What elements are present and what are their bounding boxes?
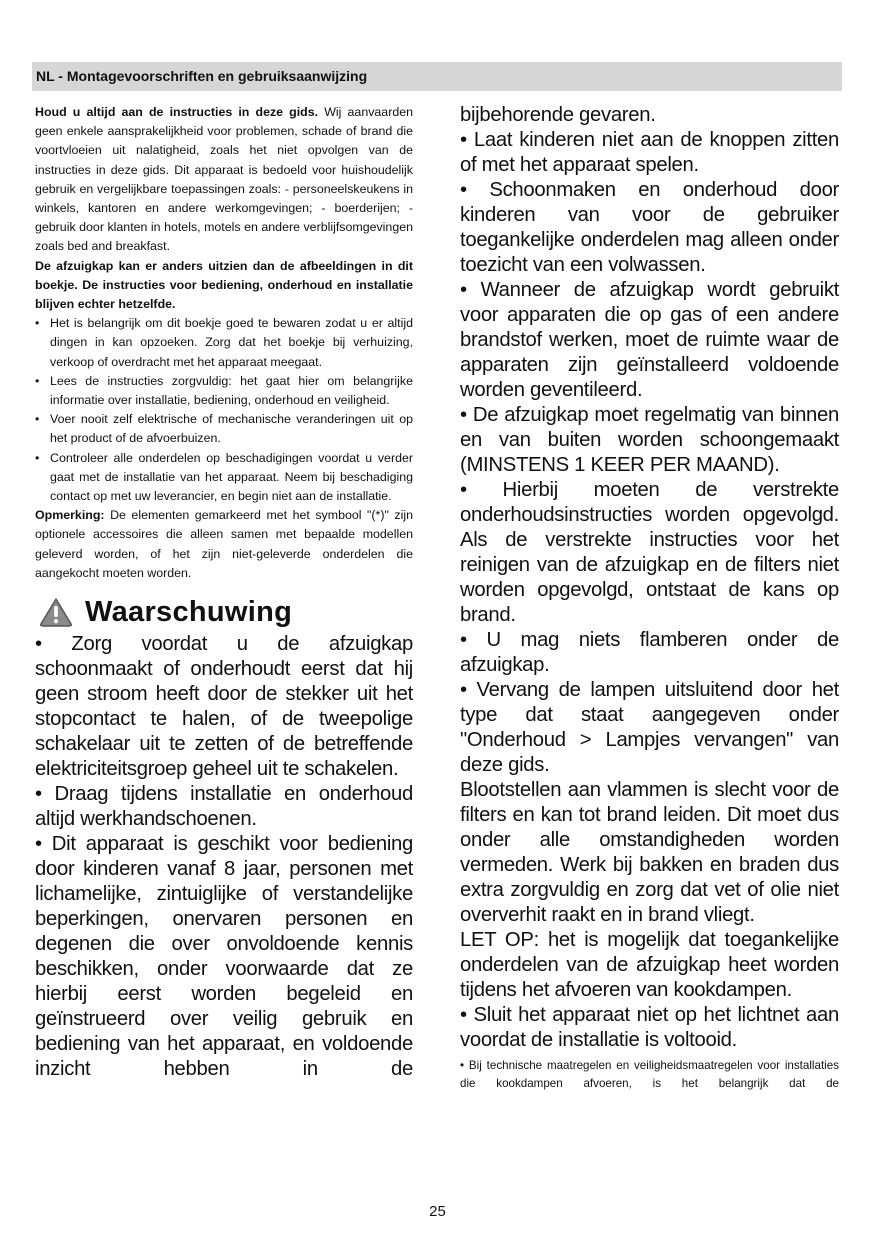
paragraph: LET OP: het is mogelijk dat toegankelijke onderdelen van de afzuigkap heet worden tijdens het afvoeren van kookdampen. — [460, 929, 839, 1001]
right-column — [460, 103, 839, 1093]
left-column — [35, 103, 413, 1082]
intro-text: Wij aanvaarden geen enkele aansprakelijkheid voor problemen, schade of brand die voortvloeien uit nalatigheid, zoals het niet opvolgen van de instructies in deze gids. Dit apparaat is bedoeld voor huishoudelijk gebruik en vergelijkbare toepassingen zoals: - personeelskeukens in winkels, kantoren en andere werkomgevingen; - boerderijen; - gebruik door klanten in hotels, motels en andere verblijfsomgevingen zoals bed and breakfast. — [35, 105, 413, 254]
section-header-bar — [32, 62, 842, 91]
remark-text: De elementen gemarkeerd met het symbool "(*)" zijn optionele accessoires die alleen samen met bepaalde modellen geleverd worden, of het zijn niet-geleverde onderdelen die aangekocht moeten worden. — [35, 508, 413, 580]
warning-paragraph-2: • Draag tijdens installatie en onderhoud altijd werkhandschoenen. — [35, 783, 413, 831]
list-item: • Voer nooit zelf elektrische of mechanische veranderingen uit op het product of de afvoerbuizen. — [35, 410, 413, 448]
paragraph: • Vervang de lampen uitsluitend door het type dat staat aangegeven onder "Onderhoud > Lampjes vervangen" van deze gids. — [460, 679, 839, 776]
warning-paragraph-3: • Dit apparaat is geschikt voor bediening door kinderen vanaf 8 jaar, personen met lichamelijke, zintuiglijke of verstandelijke beperkingen, onervaren personen en degenen die over onvoldoende kennis beschikken, onder voorwaarde dat ze hierbij eerst worden begeleid en geïnstrueerd over veilig gebruik en bediening van het apparaat, en voldoende inzicht hebben in de — [35, 833, 413, 1081]
paragraph: • U mag niets flamberen onder de afzuigkap. — [460, 629, 839, 676]
remark-paragraph — [35, 506, 413, 583]
intro-paragraph — [35, 103, 413, 257]
paragraph: • Sluit het apparaat niet op het lichtnet aan voordat de installatie is voltooid. — [460, 1004, 839, 1051]
warning-heading — [35, 592, 413, 632]
paragraph: • Laat kinderen niet aan de knoppen zitten of met het apparaat spelen. — [460, 129, 839, 176]
safety-bullet-list — [35, 314, 413, 506]
list-item: • Lees de instructies zorgvuldig: het gaat hier om belangrijke informatie over installatie, bediening, onderhoud en veiligheid. — [35, 372, 413, 410]
paragraph: bijbehorende gevaren. — [460, 104, 656, 126]
paragraph: • Hierbij moeten de verstrekte onderhoudsinstructies worden opgevolgd. Als de verstrekte instructies voor het reinigen van de afzuigkap en de filters niet worden opgevolgd, ontstaat de kans op brand. — [460, 479, 839, 626]
technical-measures-note: • Bij technische maatregelen en veiligheidsmaatregelen voor installaties die kookdampen afvoeren, is het belangrijk dat de — [460, 1059, 839, 1090]
remark-label: Opmerking: — [35, 508, 105, 523]
paragraph: • Schoonmaken en onderhoud door kinderen van voor de gebruiker toegankelijke onderdelen mag alleen onder toezicht van een volwassen. — [460, 179, 839, 276]
paragraph: Blootstellen aan vlammen is slecht voor de filters en kan tot brand leiden. Dit moet dus onder alle omstandigheden worden vermeden. Werk bij bakken en braden dus extra zorgvuldig en zorg dat vet of olie niet oververhit raakt en in brand vliegt. — [460, 779, 839, 926]
warning-paragraph-1: • Zorg voordat u de afzuigkap schoonmaakt of onderhoudt eerst dat hij geen stroom heeft door de stekker uit het stopcontact te halen, of de tweepolige schakelaar uit te zetten of de betreffende elektriciteitsgroep geheel uit te schakelen. — [35, 633, 413, 781]
list-item: • Het is belangrijk om dit boekje goed te bewaren zodat u er altijd dingen in kan opzoeken. Zorg dat het boekje bij verhuizing, verkoop of overdracht met het apparaat meegaat. — [35, 314, 413, 372]
list-item: • Controleer alle onderdelen op beschadigingen voordat u verder gaat met de installatie van het apparaat. Neem bij beschadiging contact op met uw leverancier, en begin niet aan de installatie. — [35, 449, 413, 507]
intro-bold: Houd u altijd aan de instructies in deze gids. — [35, 105, 319, 119]
warning-icon — [39, 597, 73, 627]
section-title: NL - Montagevoorschriften en gebruiksaanwijzing — [36, 68, 368, 84]
page-number: 25 — [429, 1203, 446, 1220]
appearance-notice: De afzuigkap kan er anders uitzien dan de afbeeldingen in dit boekje. De instructies voor bediening, onderhoud en installatie blijven echter hetzelfde. — [35, 258, 413, 312]
paragraph: • Wanneer de afzuigkap wordt gebruikt voor apparaten die op gas of een andere brandstof werken, moet de ruimte waar de apparaten zijn geïnstalleerd voldoende worden geventileerd. — [460, 279, 839, 401]
paragraph: • De afzuigkap moet regelmatig van binnen en van buiten worden schoongemaakt (MINSTENS 1 KEER PER MAAND). — [460, 404, 839, 476]
warning-title: Waarschuwing — [85, 595, 293, 628]
